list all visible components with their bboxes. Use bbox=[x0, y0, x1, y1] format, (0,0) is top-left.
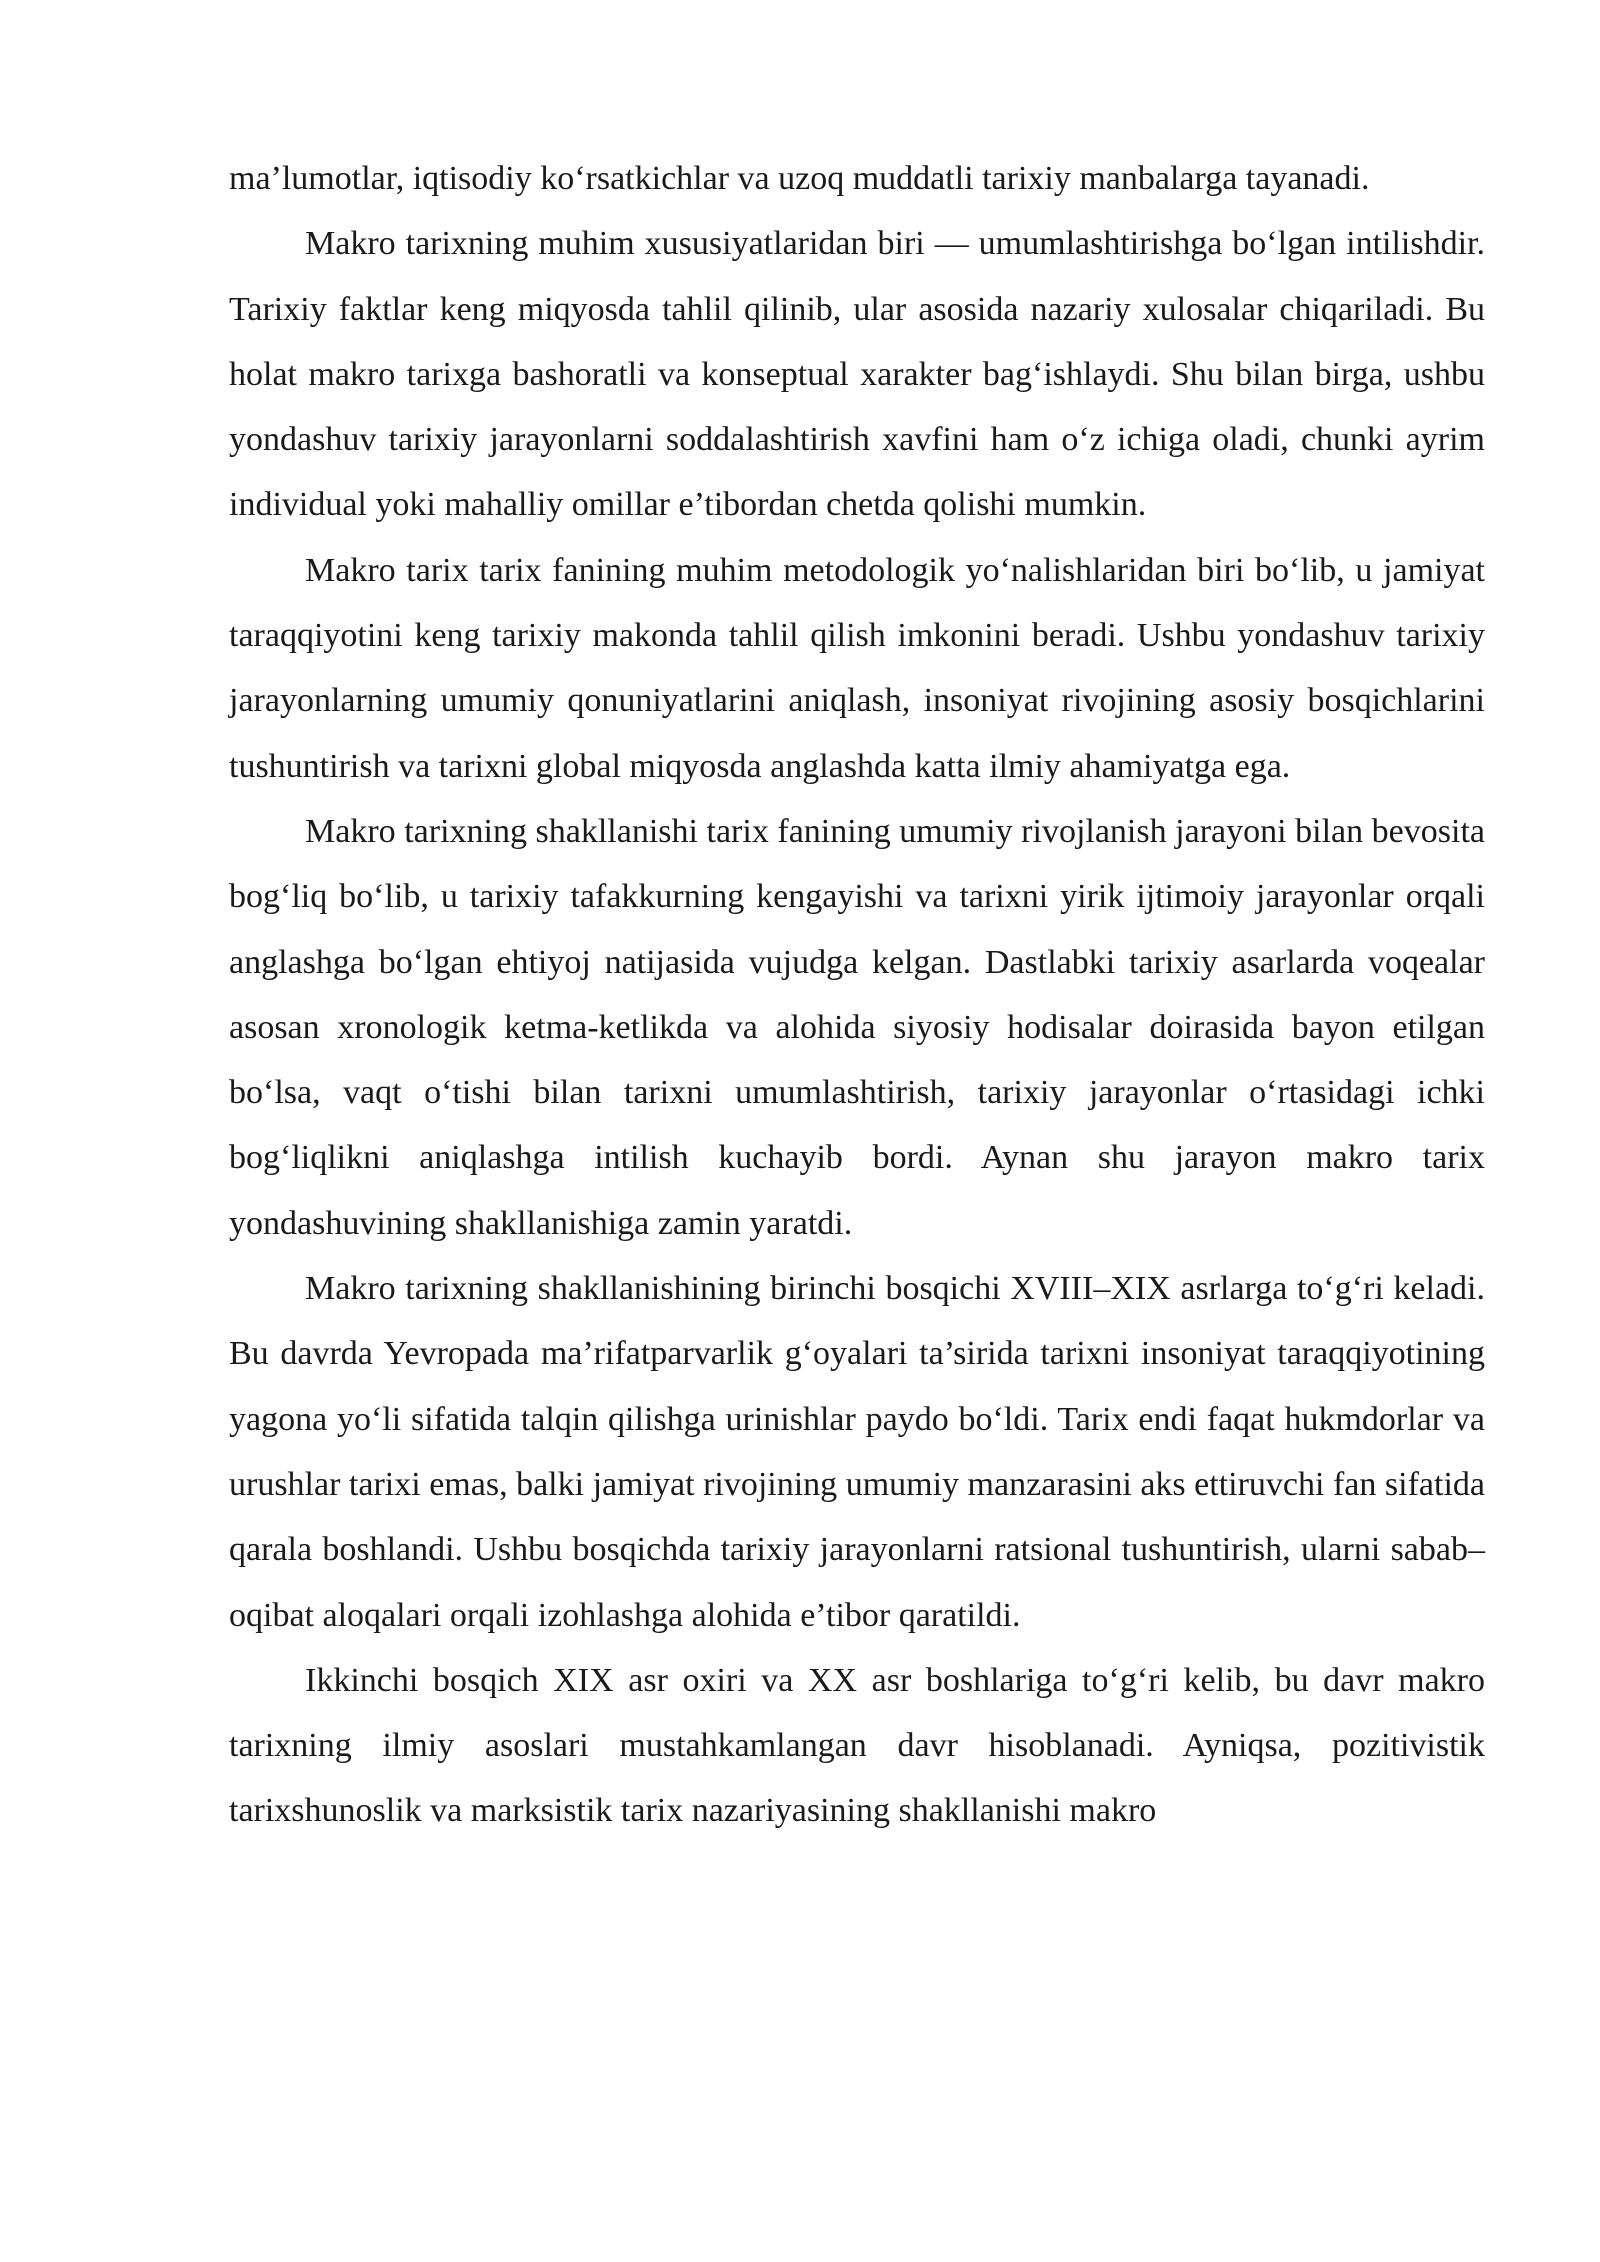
paragraph: Makro tarix tarix fanining muhim metodologik yo‘nalishlaridan biri bo‘lib, u jamiyat taraqqiyotini keng tarixiy makonda tahlil qilish imkonini beradi. Ushbu yondashuv tarixiy jarayonlarning umumiy qonuniyatlarini aniqlash, insoniyat rivojining asosiy bosqichlarini tushuntirish va tarixni global miqyosda anglashda katta ilmiy ahamiyatga ega. bbox=[229, 551, 1485, 785]
paragraph-continuation: ma’lumotlar, iqtisodiy ko‘rsatkichlar va uzoq muddatli tarixiy manbalarga tayanadi. bbox=[229, 160, 1370, 197]
paragraph: Makro tarixning shakllanishining birinchi bosqichi XVIII–XIX asrlarga to‘g‘ri keladi. Bu davrda Yevropada ma’rifatparvarlik g‘oyalari ta’sirida tarixni insoniyat taraqqiyotining yagona yo‘li sifatida talqin qilishga urinishlar paydo bo‘ldi. Tarix endi faqat hukmdorlar va urushlar tarixi emas, balki jamiyat rivojining umumiy manzarasini aks ettiruvchi fan sifatida qarala boshlandi. Ushbu bosqichda tarixiy jarayonlarni ratsional tushuntirish, ularni sabab–oqibat aloqalari orqali izohlashga alohida e’tibor qaratildi. bbox=[229, 1270, 1485, 1634]
paragraph: Makro tarixning shakllanishi tarix fanining umumiy rivojlanish jarayoni bilan bevosita bog‘liq bo‘lib, u tarixiy tafakkurning kengayishi va tarixni yirik ijtimoiy jarayonlar orqali anglashga bo‘lgan ehtiyoj natijasida vujudga kelgan. Dastlabki tarixiy asarlarda voqealar asosan xronologik ketma-ketlikda va alohida siyosiy hodisalar doirasida bayon etilgan bo‘lsa, vaqt o‘tishi bilan tarixni umumlashtirish, tarixiy jarayonlar o‘rtasidagi ichki bog‘liqlikni aniqlashga intilish kuchayib bordi. Aynan shu jarayon makro tarix yondashuvining shakllanishiga zamin yaratdi. bbox=[229, 812, 1485, 1242]
paragraph: Ikkinchi bosqich XIX asr oxiri va XX asr boshlariga to‘g‘ri kelib, bu davr makro tarixning ilmiy asoslari mustahkamlangan davr hisoblanadi. Ayniqsa, pozitivistik tarixshunoslik va marksistik tarix nazariyasining shakllanishi makro bbox=[229, 1661, 1485, 1830]
paragraph: Makro tarixning muhim xususiyatlaridan biri — umumlashtirishga bo‘lgan intilishdir. Tarixiy faktlar keng miqyosda tahlil qilinib, ular asosida nazariy xulosalar chiqariladi. Bu holat makro tarixga bashoratli va konseptual xarakter bag‘ishlaydi. Shu bilan birga, ushbu yondashuv tarixiy jarayonlarni soddalashtirish xavfini ham o‘z ichiga oladi, chunki ayrim individual yoki mahalliy omillar e’tibordan chetda qolishi mumkin. bbox=[229, 225, 1485, 524]
document-body bbox=[229, 146, 1485, 1844]
